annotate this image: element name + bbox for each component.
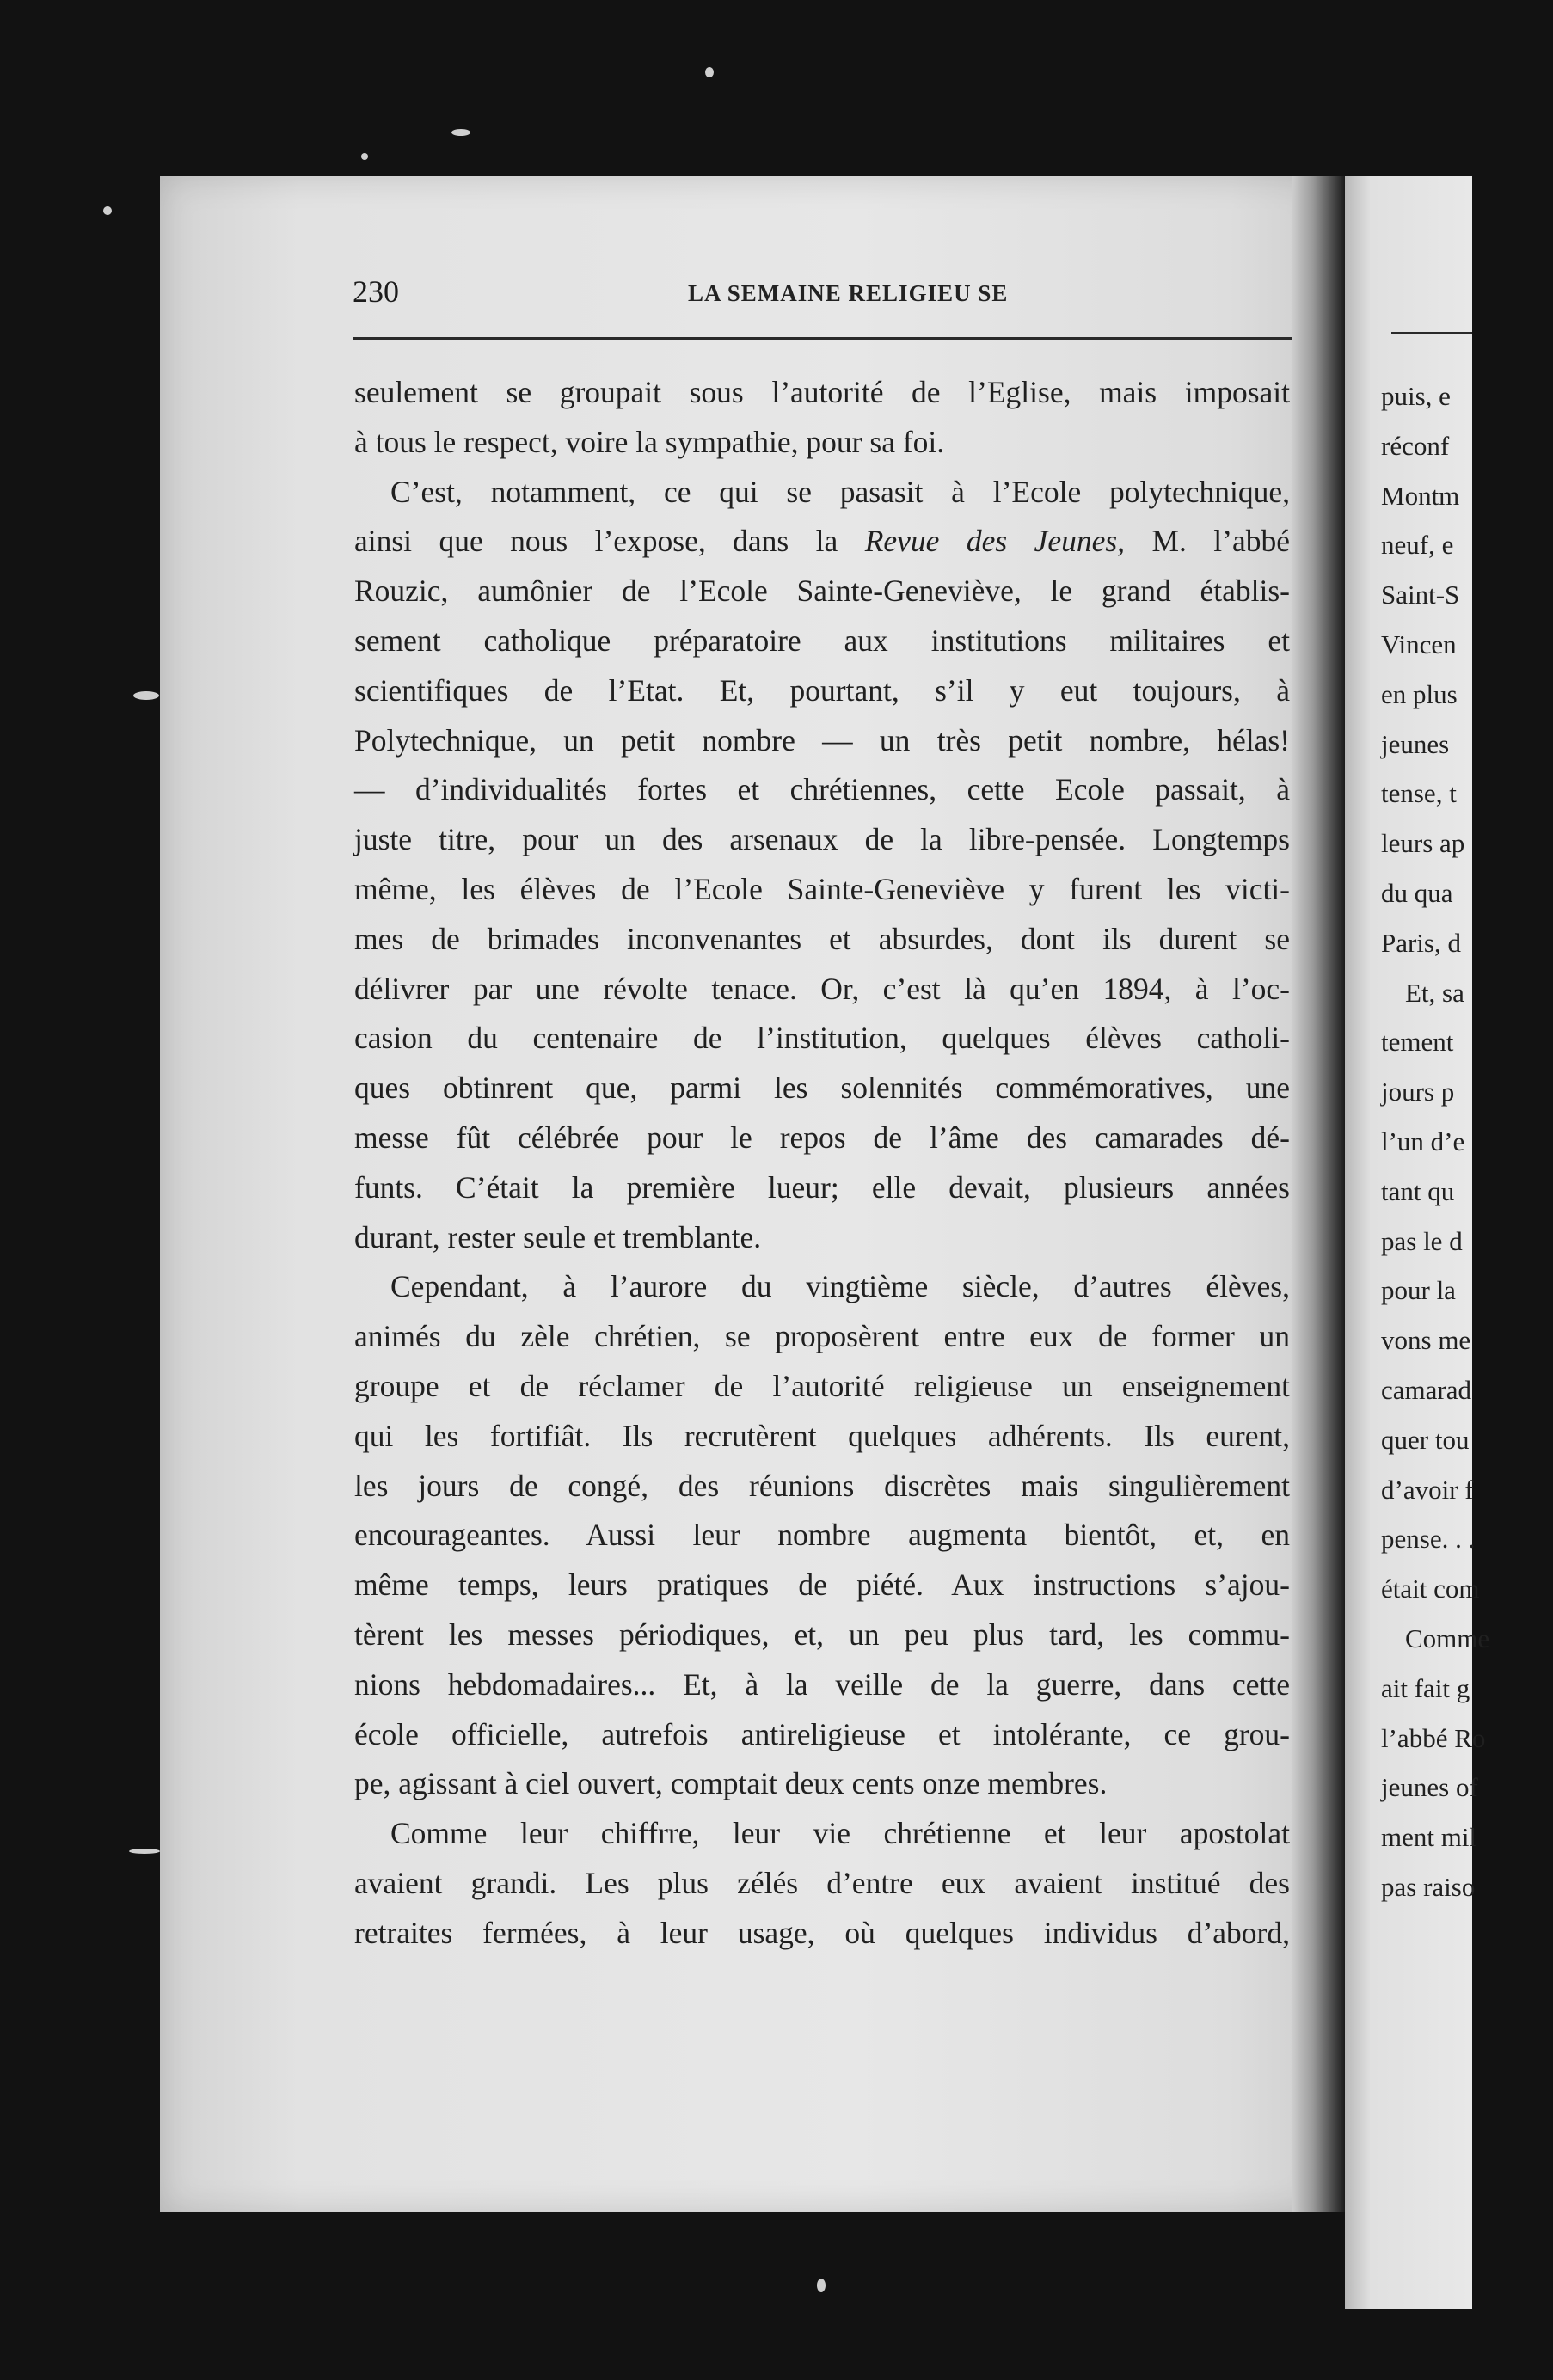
facing-page-line: était com (1381, 1573, 1480, 1604)
text-line (354, 1710, 1290, 1760)
text-line-content: funts. C’était la première lueur; elle devait, plusieurs années (354, 1169, 1290, 1205)
film-speck (133, 691, 159, 700)
facing-page-line: pense. . . (1381, 1524, 1476, 1555)
italic-title: Revue des Jeunes, (864, 524, 1126, 559)
text-line (354, 1909, 1290, 1959)
body-text (354, 368, 1290, 1959)
facing-page-line: tant qu (1381, 1175, 1455, 1206)
facing-page-line: jeunes (1381, 728, 1450, 759)
text-line (354, 765, 1290, 815)
running-title: LA SEMAINE RELIGIEU SE (688, 280, 1009, 306)
text-line (354, 1462, 1290, 1512)
text-line (354, 1362, 1290, 1412)
facing-page-line: ait fait g (1381, 1672, 1470, 1703)
text-line-content: groupe et de réclamer de l’autorité religieuse un enseignement (354, 1368, 1290, 1403)
text-line-content: — d’individualités fortes et chrétiennes, cette Ecole passait, à (354, 772, 1290, 807)
text-line-content: qui les fortifiât. Ils recrutèrent quelques adhérents. Ils eurent, (354, 1418, 1290, 1453)
text-line (354, 1859, 1290, 1909)
facing-page-line: d’avoir f (1381, 1474, 1474, 1505)
page-number: 230 (353, 274, 399, 309)
facing-page-line: Saint-S (1381, 580, 1460, 610)
text-line-content: C’est, notamment, ce qui se pasasit à l’Ecole polytechnique, (390, 474, 1290, 509)
text-line (354, 1163, 1290, 1213)
text-line-content: casion du centenaire de l’institution, quelques élèves catholi- (354, 1021, 1290, 1056)
text-line (354, 1809, 1290, 1859)
text-line-content: pe, agissant à ciel ouvert, comptait deux cents onze membres. (354, 1766, 1108, 1801)
text-line-content: ques obtinrent que, parmi les solennités commémoratives, une (354, 1070, 1290, 1106)
facing-page-line: Comme (1405, 1622, 1490, 1653)
text-line-content: encourageantes. Aussi leur nombre augmenta bientôt, et, en (354, 1518, 1290, 1553)
text-line-content: même, les élèves de l’Ecole Sainte-Geneviève y furent les victi- (354, 871, 1290, 906)
facing-page-line: neuf, e (1381, 530, 1454, 561)
text-line (354, 666, 1290, 716)
text-line-content: Comme leur chiffrre, leur vie chrétienne et leur apostolat (390, 1816, 1290, 1851)
page-header (193, 273, 1292, 325)
film-speck (129, 1849, 160, 1854)
facing-page-line: pas raiso (1381, 1871, 1476, 1902)
text-line-content: retraites fermées, à leur usage, où quelques individus d’abord, (354, 1915, 1290, 1950)
text-line (354, 1213, 1290, 1263)
facing-page-line: du qua (1381, 877, 1453, 908)
text-line (354, 1262, 1290, 1312)
text-line-content: avaient grandi. Les plus zélés d’entre eux avaient institué des (354, 1865, 1290, 1900)
text-line (354, 1014, 1290, 1064)
facing-page-line: puis, e (1381, 381, 1451, 411)
text-line (354, 418, 1290, 468)
text-line-content: à tous le respect, voire la sympathie, pour sa foi. (354, 424, 945, 459)
facing-page-rule (1391, 332, 1472, 334)
text-line (354, 716, 1290, 766)
text-line-tail: M. l’abbé (1125, 524, 1291, 559)
text-line-content: sement catholique préparatoire aux institutions militaires et (354, 623, 1290, 658)
text-line (354, 1660, 1290, 1710)
text-line (354, 1511, 1290, 1561)
facing-page-line: Montm (1381, 480, 1460, 511)
text-line (354, 815, 1290, 865)
text-line-content: nions hebdomadaires... Et, à la veille de la guerre, dans cette (354, 1666, 1290, 1702)
facing-page-line: leurs ap (1381, 828, 1465, 859)
facing-page-line: réconf (1381, 430, 1450, 461)
text-line-content: Cependant, à l’aurore du vingtième siècle, d’autres élèves, (390, 1269, 1290, 1304)
text-line (354, 368, 1290, 418)
film-speck (103, 206, 112, 215)
text-line (354, 1561, 1290, 1610)
facing-page-line: pas le d (1381, 1225, 1463, 1256)
facing-page-line: tense, t (1381, 778, 1457, 809)
text-line (354, 468, 1290, 518)
film-speck (817, 2279, 826, 2292)
text-line (354, 567, 1290, 616)
text-line (354, 965, 1290, 1015)
text-line (354, 915, 1290, 965)
facing-page-line: l’un d’e (1381, 1126, 1465, 1156)
facing-page-line: l’abbé Ro (1381, 1722, 1486, 1753)
text-line-content: les jours de congé, des réunions discrètes mais singulièrement (354, 1468, 1290, 1503)
facing-page-line: Et, sa (1405, 977, 1464, 1008)
facing-page-line: tement (1381, 1027, 1454, 1058)
page-gutter (1292, 176, 1345, 2212)
facing-page-line: Paris, d (1381, 927, 1461, 958)
facing-page-line: jeunes of (1381, 1772, 1478, 1803)
facing-page-line: en plus (1381, 678, 1458, 709)
text-line-content: école officielle, autrefois antireligieuse et intolérante, ce grou- (354, 1716, 1290, 1751)
text-line-content: durant, rester seule et tremblante. (354, 1219, 762, 1254)
facing-page-line: camarad (1381, 1374, 1471, 1405)
text-line-content: scientifiques de l’Etat. Et, pourtant, s’il y eut toujours, à (354, 672, 1290, 708)
text-line-content: Rouzic, aumônier de l’Ecole Sainte-Geneviève, le grand établis- (354, 574, 1290, 609)
text-line-content: même temps, leurs pratiques de piété. Aux instructions s’ajou- (354, 1567, 1290, 1603)
text-line (354, 1412, 1290, 1462)
text-line (354, 517, 1290, 567)
text-line-content: juste titre, pour un des arsenaux de la libre-pensée. Longtemps (354, 822, 1290, 857)
text-line (354, 1759, 1290, 1809)
text-line-content: animés du zèle chrétien, se proposèrent entre eux de former un (354, 1319, 1290, 1354)
text-line (354, 1312, 1290, 1362)
film-speck (451, 129, 470, 136)
facing-page-text (1381, 371, 1553, 1912)
facing-page-line: pour la (1381, 1275, 1456, 1306)
header-rule (353, 337, 1292, 340)
text-line (354, 1610, 1290, 1660)
facing-page-line: vons me (1381, 1325, 1471, 1356)
text-line-content: délivrer par une révolte tenace. Or, c’est là qu’en 1894, à l’oc- (354, 971, 1290, 1006)
facing-page-line: quer tou (1381, 1424, 1470, 1455)
text-line-content: ainsi que nous l’expose, dans la (354, 524, 838, 559)
facing-page-line: ment mil (1381, 1822, 1477, 1853)
facing-page-line: Vincen (1381, 629, 1457, 659)
text-line (354, 1064, 1290, 1113)
text-line-content: messe fût célébrée pour le repos de l’âme des camarades dé- (354, 1119, 1290, 1155)
text-line (354, 1113, 1290, 1163)
text-line-content: mes de brimades inconvenantes et absurdes, dont ils durent se (354, 921, 1290, 956)
text-line-content: tèrent les messes périodiques, et, un peu plus tard, les commu- (354, 1616, 1290, 1652)
film-speck (361, 153, 368, 160)
text-line (354, 865, 1290, 915)
facing-page-line: jours p (1381, 1077, 1455, 1107)
text-line (354, 616, 1290, 666)
text-line-content: seulement se groupait sous l’autorité de l’Eglise, mais imposait (354, 375, 1290, 409)
text-line-content: Polytechnique, un petit nombre — un très petit nombre, hélas! (354, 722, 1290, 758)
film-speck (705, 67, 714, 77)
